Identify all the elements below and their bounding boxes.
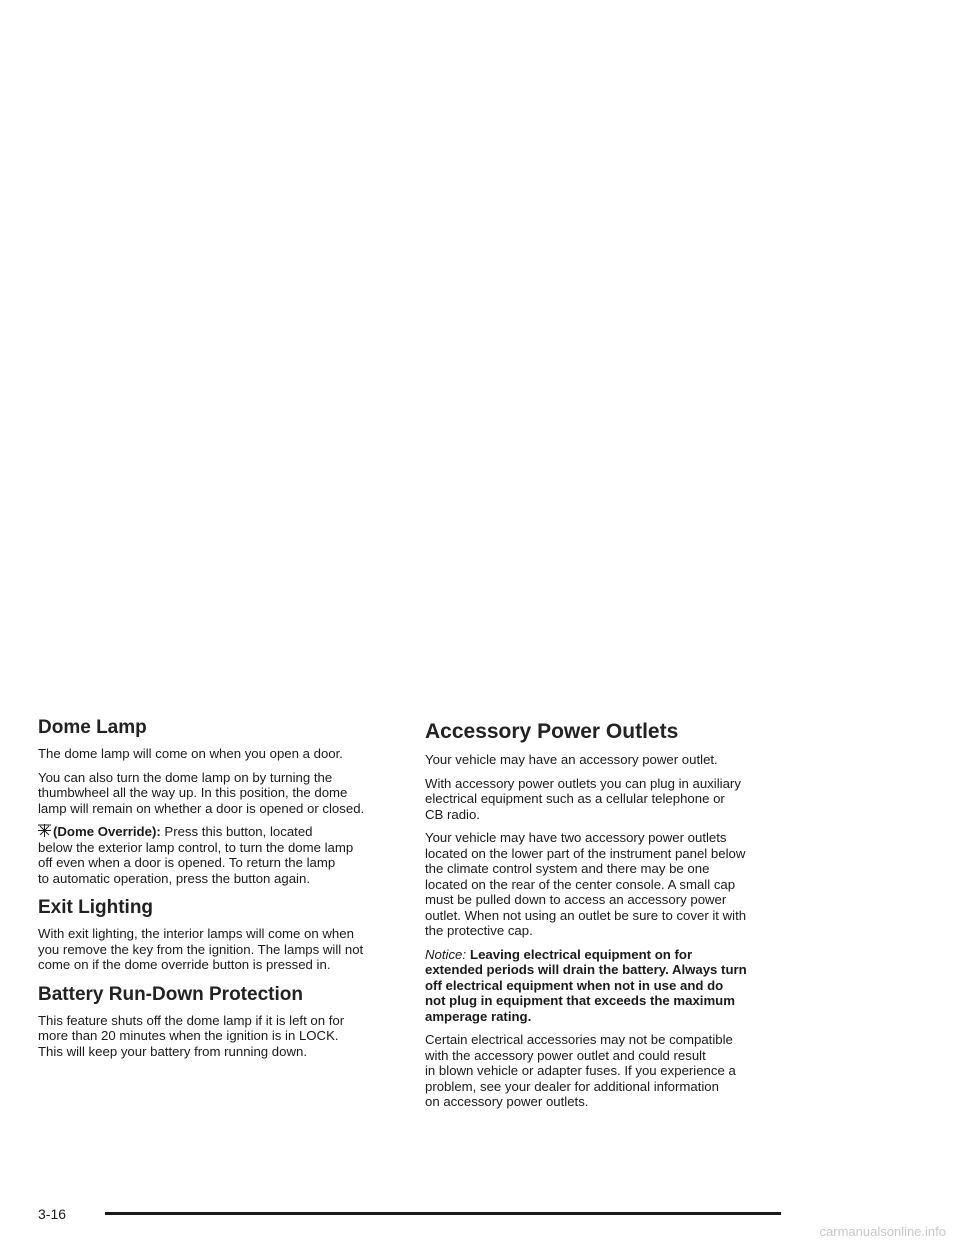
dome-lamp-paragraph-1: The dome lamp will come on when you open a door. xyxy=(38,746,343,761)
text-line: must be pulled down to access an accessory power xyxy=(425,892,727,907)
text-line: outlet. When not using an outlet be sure to cover it with xyxy=(425,907,747,923)
text-line: on accessory power outlets. xyxy=(425,1094,589,1109)
battery-rundown-section xyxy=(38,983,398,1060)
notice-text-first: Leaving electrical equipment on for xyxy=(470,946,693,962)
left-column xyxy=(38,716,398,1067)
text-line: located on the lower part of the instrument panel below xyxy=(425,845,746,861)
text-line: the protective cap. xyxy=(425,923,533,938)
text-line: With exit lighting, the interior lamps will come on when xyxy=(38,926,354,941)
text-line: more than 20 minutes when the ignition is in LOCK. xyxy=(38,1028,339,1043)
text-line: you remove the key from the ignition. The lamps will not xyxy=(38,941,364,957)
dome-lamp-paragraph-2 xyxy=(38,770,398,817)
dome-lamp-icon xyxy=(38,824,51,837)
accessory-outlets-heading: Accessory Power Outlets xyxy=(425,720,679,743)
text-line: This will keep your battery from running down. xyxy=(38,1043,307,1059)
text-line: Certain electrical accessories may not be compatible xyxy=(425,1032,733,1047)
notice-text-line: amperage rating. xyxy=(425,1008,532,1024)
text-line: With accessory power outlets you can plug in auxiliary xyxy=(425,775,741,791)
text-line: off even when a door is opened. To return the lamp xyxy=(38,855,336,870)
battery-rundown-heading: Battery Run-Down Protection xyxy=(38,983,303,1005)
watermark-text: carmanualsonline.info xyxy=(819,1224,946,1239)
text-line: electrical equipment such as a cellular telephone or xyxy=(425,791,725,806)
dome-override-paragraph xyxy=(38,824,398,886)
text-line: Press this button, located xyxy=(164,824,313,839)
outlets-paragraph-2 xyxy=(425,776,785,823)
text-line: with the accessory power outlet and could result xyxy=(425,1047,706,1063)
text-line: below the exterior lamp control, to turn the dome lamp xyxy=(38,839,354,855)
text-line: problem, see your dealer for additional information xyxy=(425,1078,719,1094)
text-line: thumbwheel all the way up. In this position, the dome xyxy=(38,785,348,800)
notice-label: Notice: xyxy=(425,946,467,962)
accessory-outlets-section xyxy=(425,718,785,1110)
right-column xyxy=(425,716,785,1118)
page-number: 3-16 xyxy=(38,1206,67,1222)
dome-lamp-heading: Dome Lamp xyxy=(38,717,147,738)
text-line: in blown vehicle or adapter fuses. If you experience a xyxy=(425,1063,736,1078)
text-line: to automatic operation, press the button again. xyxy=(38,870,310,886)
text-line: the climate control system and there may be one xyxy=(425,861,710,876)
notice-text-line: not plug in equipment that exceeds the maximum xyxy=(425,993,735,1008)
dome-lamp-section xyxy=(38,716,398,886)
text-line: Your vehicle may have two accessory power outlets xyxy=(425,830,727,845)
dome-override-label: (Dome Override): xyxy=(53,824,161,839)
notice-text-line: off electrical equipment when not in use and do xyxy=(425,977,724,993)
footer-rule xyxy=(105,1212,781,1215)
outlets-paragraph-5 xyxy=(425,1032,785,1110)
exit-lighting-paragraph xyxy=(38,926,398,973)
exit-lighting-section xyxy=(38,896,398,973)
text-line: located on the rear of the center console. A small cap xyxy=(425,876,736,892)
text-line: You can also turn the dome lamp on by turning the xyxy=(38,769,333,785)
outlets-paragraph-1: Your vehicle may have an accessory power outlet. xyxy=(425,752,718,767)
outlets-paragraph-3 xyxy=(425,830,785,939)
notice-text-line: extended periods will drain the battery. Always turn xyxy=(425,962,747,977)
notice-paragraph xyxy=(425,947,785,1025)
text-line: come on if the dome override button is pressed in. xyxy=(38,957,331,972)
text-line: CB radio. xyxy=(425,806,480,822)
exit-lighting-heading: Exit Lighting xyxy=(38,897,154,918)
battery-rundown-paragraph xyxy=(38,1013,398,1060)
text-line: This feature shuts off the dome lamp if it is left on for xyxy=(38,1012,345,1028)
text-line: lamp will remain on whether a door is opened or closed. xyxy=(38,800,365,816)
